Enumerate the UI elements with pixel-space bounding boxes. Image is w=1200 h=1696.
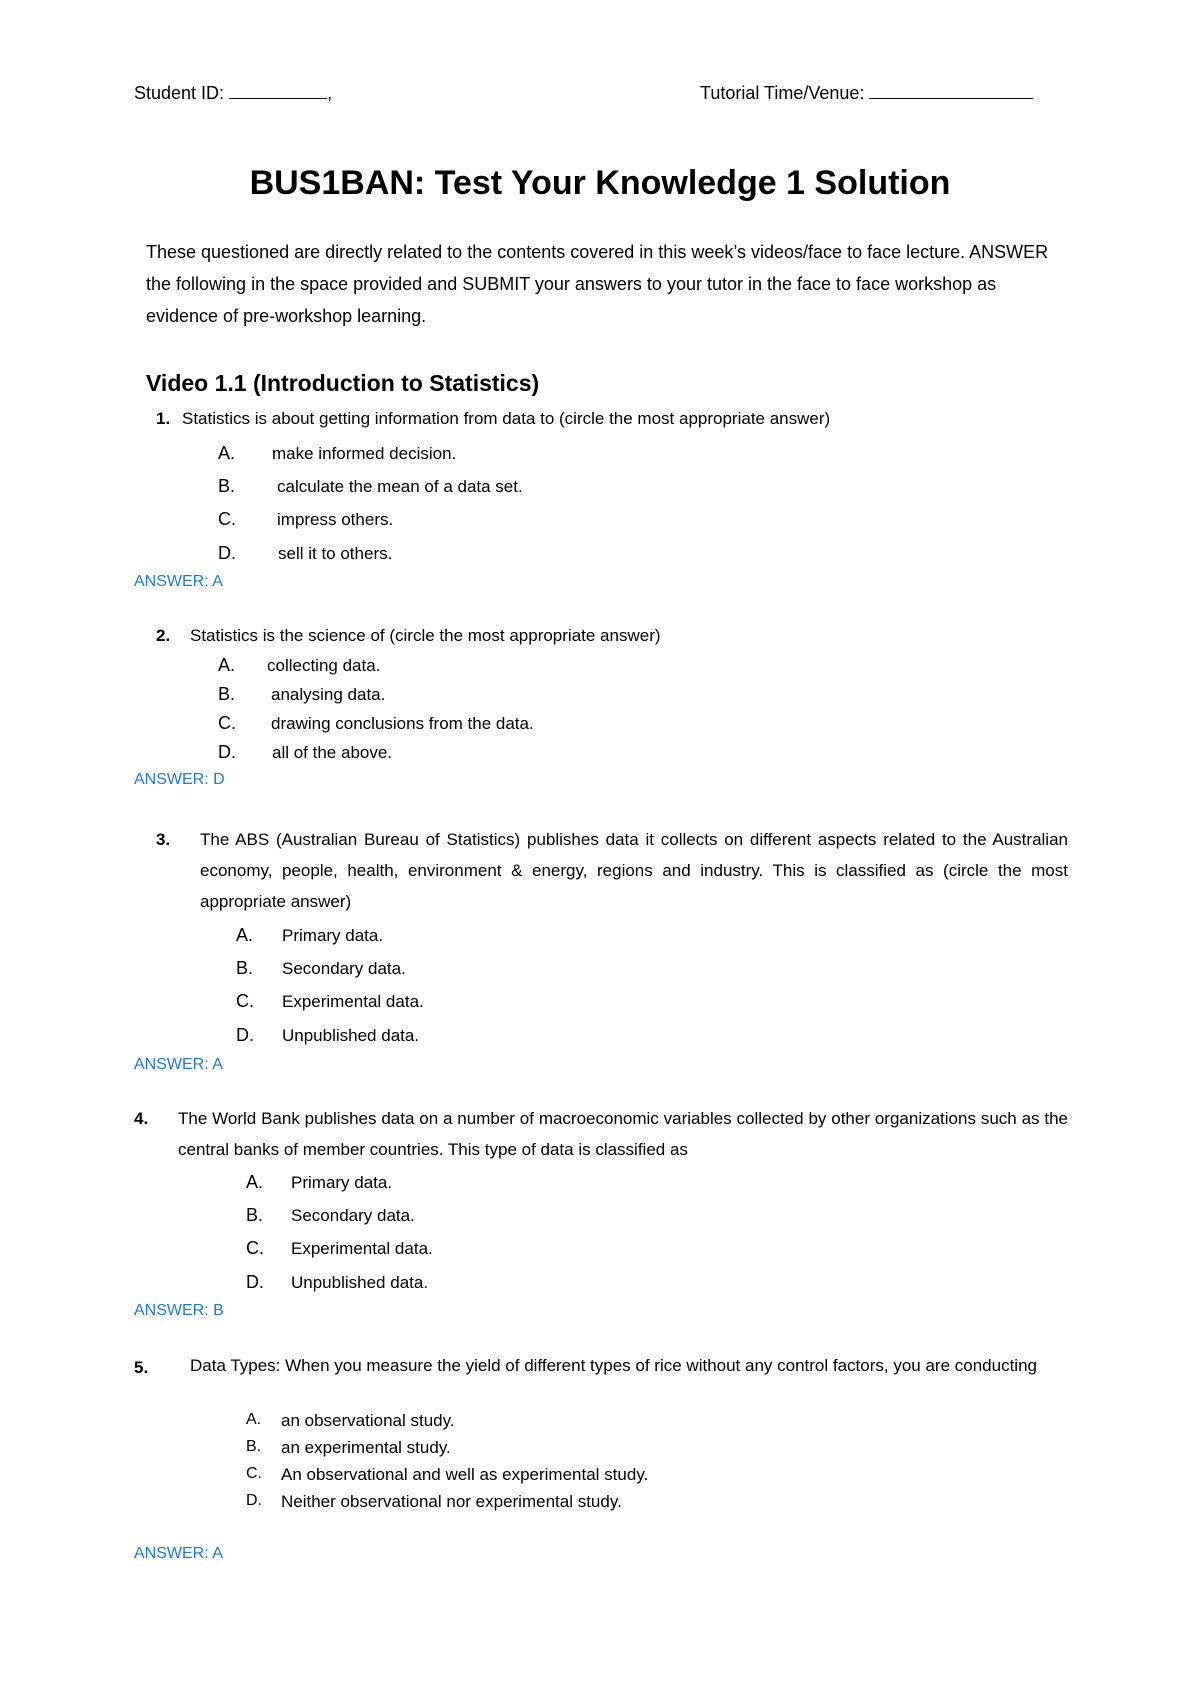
- answer-label: ANSWER: D: [134, 771, 225, 788]
- option-letter: D.: [218, 742, 236, 762]
- option-letter: D.: [236, 1025, 254, 1045]
- document-title: BUS1BAN: Test Your Knowledge 1 Solution: [249, 164, 951, 202]
- tutorial-blank: [869, 80, 1033, 99]
- intro-paragraph: These questioned are directly related to the contents covered in this week’s videos/face to face lecture. ANSWER the following in the space provided and SUBMIT your answers to your tutor in the face to face workshop as evidence of pre-workshop learning.: [146, 242, 1049, 326]
- answer-label: ANSWER: B: [134, 1302, 224, 1319]
- option-text: Unpublished data.: [282, 1026, 420, 1045]
- question-number: 1.: [156, 409, 171, 428]
- option-letter: B.: [218, 684, 236, 704]
- option-text: Unpublished data.: [291, 1273, 429, 1292]
- option-text: all of the above.: [272, 743, 393, 762]
- option-letter: B.: [246, 1438, 262, 1455]
- option-text: an observational study.: [281, 1411, 455, 1430]
- option-text: An observational and well as experimental study.: [281, 1465, 649, 1484]
- answer-label: ANSWER: A: [134, 1056, 223, 1073]
- option-text: impress others.: [277, 510, 394, 529]
- question-number: 3.: [156, 830, 171, 849]
- option-letter: D.: [246, 1492, 262, 1509]
- option-text: Experimental data.: [291, 1239, 433, 1258]
- option-letter: B.: [246, 1205, 264, 1225]
- option-text: make informed decision.: [272, 444, 457, 463]
- question-text: Statistics is about getting information from data to (circle the most appropriate answer): [182, 409, 831, 428]
- option-text: Neither observational nor experimental study.: [281, 1492, 622, 1511]
- option-letter: C.: [218, 509, 236, 529]
- option-letter: D.: [218, 543, 236, 563]
- option-text: calculate the mean of a data set.: [277, 477, 523, 496]
- tutorial-label: Tutorial Time/Venue:: [700, 83, 865, 103]
- answer-label: ANSWER: A: [134, 573, 223, 590]
- question-text: The ABS (Australian Bureau of Statistics) publishes data it collects on different aspects related to the Australian economy, people, health, environment & energy, regions and industry. This is classified as (circle the most appropriate answer): [200, 830, 1068, 911]
- option-text: Secondary data.: [291, 1206, 415, 1225]
- option-letter: C.: [246, 1465, 262, 1482]
- option-letter: A.: [236, 925, 254, 945]
- option-text: drawing conclusions from the data.: [271, 714, 534, 733]
- option-text: sell it to others.: [278, 544, 393, 563]
- question-text: Statistics is the science of (circle the most appropriate answer): [190, 626, 661, 645]
- question-text: The World Bank publishes data on a number of macroeconomic variables collected by other organizations such as the central banks of member countries. This type of data is classified as: [178, 1109, 1068, 1159]
- option-text: Primary data.: [291, 1173, 393, 1192]
- option-text: analysing data.: [271, 685, 386, 704]
- question-number: 2.: [156, 626, 171, 645]
- option-letter: A.: [218, 443, 236, 463]
- question-number: 5.: [134, 1358, 149, 1377]
- student-id-field: [134, 80, 332, 104]
- option-text: an experimental study.: [281, 1438, 451, 1457]
- option-text: Secondary data.: [282, 959, 406, 978]
- option-letter: B.: [236, 958, 254, 978]
- option-letter: A.: [218, 655, 236, 675]
- option-text: Experimental data.: [282, 992, 424, 1011]
- option-letter: C.: [218, 713, 236, 733]
- option-letter: B.: [218, 476, 236, 496]
- student-id-label: Student ID:: [134, 83, 225, 103]
- option-letter: C.: [236, 991, 254, 1011]
- section-heading: Video 1.1 (Introduction to Statistics): [146, 370, 540, 396]
- student-id-blank: [229, 80, 327, 99]
- question-number: 4.: [134, 1109, 149, 1128]
- option-letter: A.: [246, 1411, 262, 1428]
- option-letter: A.: [246, 1172, 264, 1192]
- option-text: collecting data.: [267, 656, 381, 675]
- tutorial-venue-field: [700, 80, 1033, 104]
- answer-label: ANSWER: A: [134, 1545, 223, 1562]
- student-id-trailing: ,: [327, 83, 333, 103]
- option-letter: D.: [246, 1272, 264, 1292]
- question-text: Data Types: When you measure the yield of different types of rice without any control factors, you are conducting: [190, 1356, 1037, 1375]
- option-letter: C.: [246, 1238, 264, 1258]
- option-text: Primary data.: [282, 926, 384, 945]
